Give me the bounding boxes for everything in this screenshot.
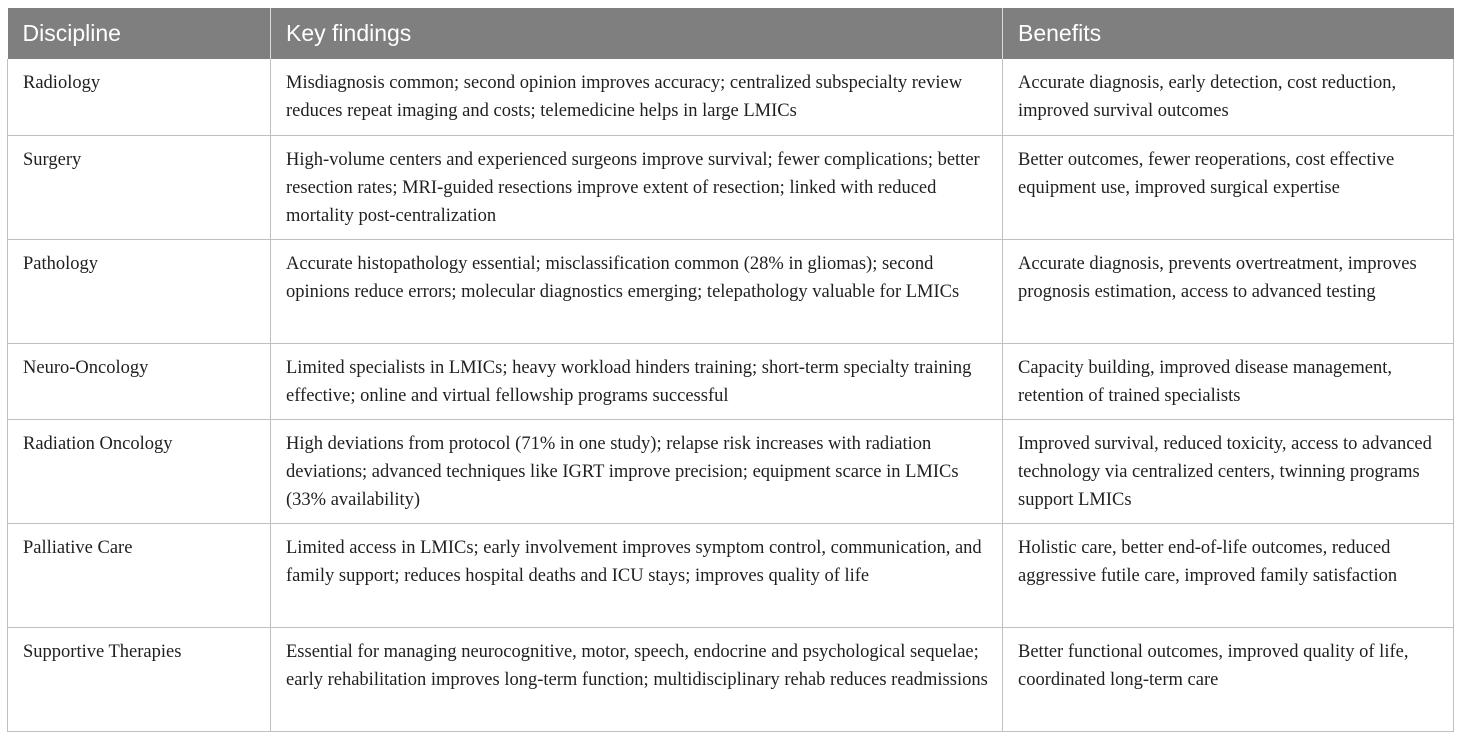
cell-discipline: Neuro-Oncology (8, 343, 271, 419)
header-discipline: Discipline (8, 8, 271, 59)
cell-discipline: Radiology (8, 59, 271, 135)
cell-key-findings: High deviations from protocol (71% in one study); relapse risk increases with radiation deviations; advanced techniques like IGRT improve precision; equipment scarce in LMICs (33% availability) (271, 419, 1003, 523)
cell-discipline: Supportive Therapies (8, 627, 271, 731)
table-row (8, 59, 1454, 135)
header-benefits: Benefits (1003, 8, 1454, 59)
cell-benefits: Better functional outcomes, improved quality of life, coordinated long-term care (1003, 627, 1454, 731)
findings-table-container (7, 8, 1453, 732)
table-row (8, 419, 1454, 523)
cell-benefits: Holistic care, better end-of-life outcomes, reduced aggressive futile care, improved family satisfaction (1003, 523, 1454, 627)
cell-benefits: Improved survival, reduced toxicity, access to advanced technology via centralized centers, twinning programs support LMICs (1003, 419, 1454, 523)
cell-discipline: Pathology (8, 239, 271, 343)
table-row (8, 135, 1454, 239)
cell-key-findings: Limited specialists in LMICs; heavy workload hinders training; short-term specialty training effective; online and virtual fellowship programs successful (271, 343, 1003, 419)
cell-discipline: Surgery (8, 135, 271, 239)
cell-benefits: Better outcomes, fewer reoperations, cost effective equipment use, improved surgical expertise (1003, 135, 1454, 239)
cell-benefits: Accurate diagnosis, prevents overtreatment, improves prognosis estimation, access to advanced testing (1003, 239, 1454, 343)
cell-key-findings: Misdiagnosis common; second opinion improves accuracy; centralized subspecialty review reduces repeat imaging and costs; telemedicine helps in large LMICs (271, 59, 1003, 135)
table-row (8, 627, 1454, 731)
cell-discipline: Palliative Care (8, 523, 271, 627)
cell-key-findings: Accurate histopathology essential; misclassification common (28% in gliomas); second opinions reduce errors; molecular diagnostics emerging; telepathology valuable for LMICs (271, 239, 1003, 343)
header-row (8, 8, 1454, 59)
cell-key-findings: Limited access in LMICs; early involvement improves symptom control, communication, and family support; reduces hospital deaths and ICU stays; improves quality of life (271, 523, 1003, 627)
cell-key-findings: Essential for managing neurocognitive, motor, speech, endocrine and psychological sequelae; early rehabilitation improves long-term function; multidisciplinary rehab reduces readmissions (271, 627, 1003, 731)
table-row (8, 523, 1454, 627)
cell-key-findings: High-volume centers and experienced surgeons improve survival; fewer complications; better resection rates; MRI-guided resections improve extent of resection; linked with reduced mortality post-centralization (271, 135, 1003, 239)
findings-table (7, 8, 1454, 732)
cell-benefits: Accurate diagnosis, early detection, cost reduction, improved survival outcomes (1003, 59, 1454, 135)
table-body (8, 59, 1454, 731)
table-row (8, 343, 1454, 419)
header-key-findings: Key findings (271, 8, 1003, 59)
cell-discipline: Radiation Oncology (8, 419, 271, 523)
cell-benefits: Capacity building, improved disease management, retention of trained specialists (1003, 343, 1454, 419)
table-header (8, 8, 1454, 59)
table-row (8, 239, 1454, 343)
